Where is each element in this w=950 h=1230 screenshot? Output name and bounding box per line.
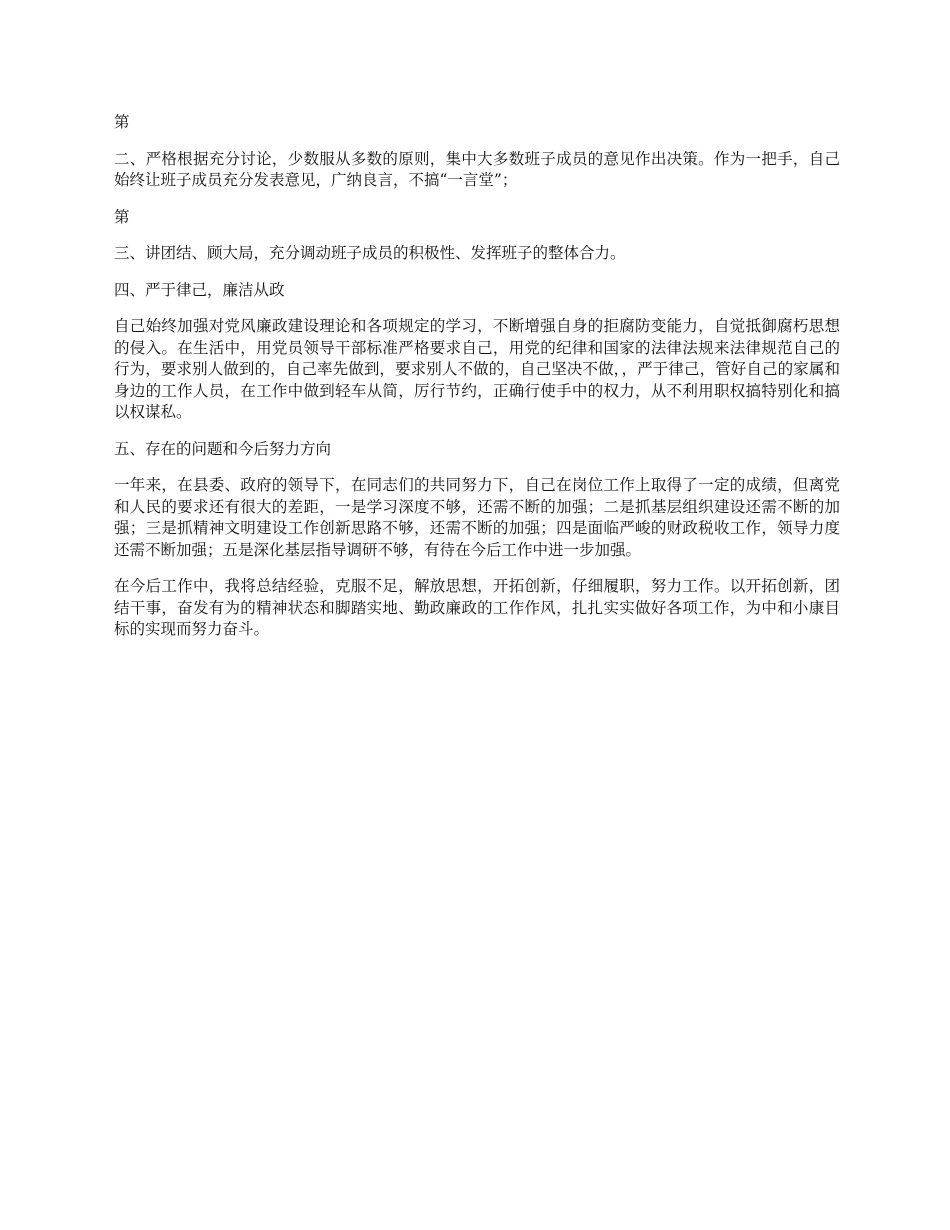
paragraph-fragment-1: 第	[114, 113, 130, 131]
paragraph-problems: 一年来，在县委、政府的领导下，在同志们的共同努力下，自己在岗位工作上取得了一定的成绩，但离党和人民的要求还有很大的差距，一是学习深度不够，还需不断的加强；二是抓基层组织建设还需不断的加强；三是抓精神文明建设工作创新思路不够，还需不断的加强；四是面临严峻的财政税收工作，领导力度还需不断加强；五是深化基层指导调研不够，有待在今后工作中进一步加强。	[114, 476, 840, 559]
paragraph-decision-making: 二、严格根据充分讨论，少数服从多数的原则，集中大多数班子成员的意见作出决策。作为一把手，自己始终让班子成员充分发表意见，广纳良言，不搞“一言堂”；	[114, 149, 840, 189]
section-heading-self-discipline: 四、严于律己，廉洁从政	[114, 280, 285, 299]
paragraph-future-work: 在今后工作中，我将总结经验，克服不足，解放思想，开拓创新，仔细履职，努力工作。以开拓创新，团结干事，奋发有为的精神状态和脚踏实地、勤政廉政的工作作风，扎扎实实做好各项工作，为中和小康目标的实现而努力奋斗。	[114, 577, 840, 638]
document-body	[114, 112, 840, 656]
paragraph-self-discipline: 自己始终加强对党风廉政建设理论和各项规定的学习，不断增强自身的拒腐防变能力，自觉抵御腐朽思想的侵入。在生活中，用党员领导干部标准严格要求自己，用党的纪律和国家的法律法规来法律规范自己的行为，要求别人做到的，自己率先做到，要求别人不做的，自己坚决不做，，严于律己，管好自己的家属和身边的工作人员，在工作中做到轻车从简，厉行节约，正确行使手中的权力，从不利用职权搞特别化和搞以权谋私。	[114, 317, 840, 421]
paragraph-fragment-2: 第	[114, 207, 130, 226]
section-heading-problems: 五、存在的问题和今后努力方向	[114, 439, 332, 458]
paragraph-unity: 三、讲团结、顾大局，充分调动班子成员的积极性、发挥班子的整体合力。	[114, 244, 626, 262]
